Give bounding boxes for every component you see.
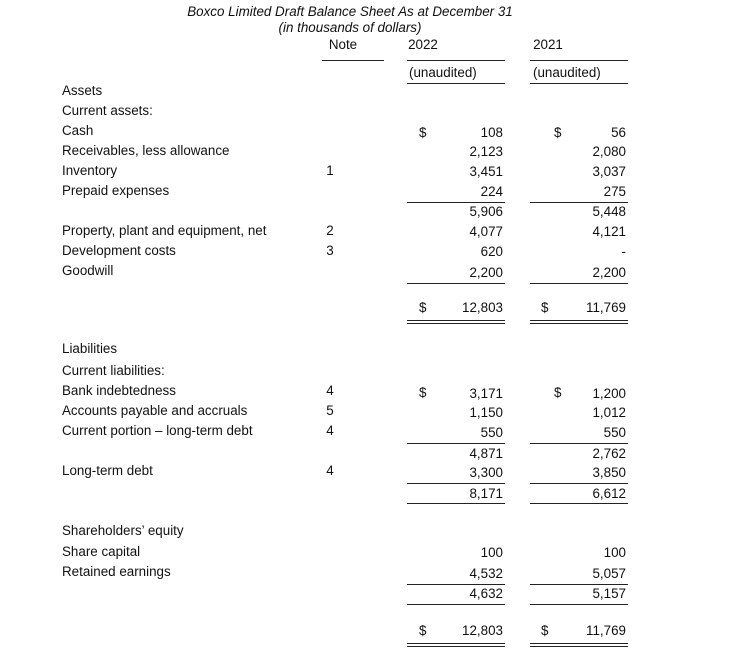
currency-2022: $	[419, 125, 427, 140]
note-number: 5	[326, 403, 334, 418]
value-2022: 3,300	[469, 465, 503, 480]
value-2021: -	[621, 244, 626, 259]
total-rule-2021	[530, 283, 628, 284]
total-equity-2022: 4,632	[469, 586, 503, 601]
year-2022-header: 2022	[408, 37, 438, 52]
value-2021: 2,200	[592, 265, 626, 280]
header-rule-2021	[530, 60, 628, 61]
note-number: 4	[326, 423, 334, 438]
header-rule-2022	[407, 60, 505, 61]
note-number: 2	[326, 223, 334, 238]
current-assets-heading: Current assets:	[62, 103, 153, 118]
row-label-ppe: Property, plant and equipment, net	[62, 223, 267, 238]
equity-heading: Shareholders’ equity	[62, 523, 184, 538]
row-label-accounts-payable: Accounts payable and accruals	[62, 403, 248, 418]
value-2022: 550	[480, 425, 503, 440]
double-rule-2021-a	[530, 320, 628, 321]
total-rule-2022	[407, 483, 505, 484]
double-rule-2022-a	[407, 320, 505, 321]
currency-2021: $	[554, 125, 562, 140]
row-label-cash: Cash	[62, 123, 94, 138]
total-underline-2022	[407, 503, 505, 504]
value-2022: 100	[480, 545, 503, 560]
unaudited-2022: (unaudited)	[409, 65, 477, 80]
subtotal-rule-2022	[407, 443, 505, 444]
row-label-prepaid: Prepaid expenses	[62, 183, 170, 198]
note-number: 4	[326, 383, 334, 398]
current-assets-total-2021: 5,448	[592, 204, 626, 219]
double-rule-2022-b	[407, 323, 505, 324]
currency-2022: $	[419, 385, 427, 400]
value-2021: 3,850	[592, 465, 626, 480]
row-label-share-capital: Share capital	[62, 544, 141, 559]
double-rule-2021-b	[530, 646, 628, 647]
value-2022: 4,532	[469, 566, 503, 581]
row-label-receivables: Receivables, less allowance	[62, 143, 230, 158]
row-label-development-costs: Development costs	[62, 243, 176, 258]
value-2021: 5,057	[592, 566, 626, 581]
value-2022: 3,171	[469, 386, 503, 401]
header-rule-note	[322, 60, 384, 61]
double-rule-2022-a	[407, 643, 505, 644]
header-rule2-2021	[530, 83, 628, 84]
total-rule-2022	[407, 283, 505, 284]
current-liabilities-total-2021: 2,762	[592, 446, 626, 461]
value-2022: 2,123	[469, 144, 503, 159]
total-assets-2022: 12,803	[462, 300, 503, 315]
double-rule-2021-b	[530, 323, 628, 324]
total-assets-currency-2021: $	[541, 300, 549, 315]
value-2021: 550	[603, 425, 626, 440]
row-label-current-portion-ltd: Current portion – long-term debt	[62, 423, 253, 438]
current-liabilities-heading: Current liabilities:	[62, 363, 165, 378]
total-rule-2021	[530, 483, 628, 484]
grand-total-currency-2022: $	[419, 623, 427, 638]
row-label-goodwill: Goodwill	[62, 263, 114, 278]
page-title: Boxco Limited Draft Balance Sheet As at December 31	[187, 4, 513, 19]
grand-total-2021: 11,769	[586, 623, 626, 638]
total-equity-2021: 5,157	[592, 586, 626, 601]
row-label-bank-indebtedness: Bank indebtedness	[62, 383, 176, 398]
value-2022: 2,200	[469, 265, 503, 280]
value-2021: 4,121	[592, 224, 626, 239]
double-rule-2021-a	[530, 643, 628, 644]
value-2021: 1,012	[592, 405, 626, 420]
value-2022: 620	[480, 244, 503, 259]
subtotal-rule-2022	[407, 584, 505, 585]
total-underline-2021	[530, 503, 628, 504]
note-number: 3	[326, 243, 334, 258]
assets-heading: Assets	[62, 83, 103, 98]
current-assets-total-2022: 5,906	[469, 204, 503, 219]
note-column-header: Note	[328, 37, 358, 52]
value-2021: 56	[611, 125, 626, 140]
row-label-long-term-debt: Long-term debt	[62, 463, 153, 478]
subtotal-rule-2021	[530, 202, 628, 203]
liabilities-heading: Liabilities	[62, 341, 118, 356]
page-subtitle: (in thousands of dollars)	[278, 20, 422, 35]
value-2022: 108	[480, 125, 503, 140]
subtotal-rule-2021	[530, 443, 628, 444]
total-assets-currency-2022: $	[419, 300, 427, 315]
double-rule-2022-b	[407, 646, 505, 647]
current-liabilities-total-2022: 4,871	[469, 446, 503, 461]
value-2021: 3,037	[592, 164, 626, 179]
row-label-inventory: Inventory	[62, 163, 118, 178]
value-2022: 1,150	[469, 405, 503, 420]
row-label-retained-earnings: Retained earnings	[62, 564, 171, 579]
total-underline-2022	[407, 604, 505, 605]
subtotal-rule-2021	[530, 584, 628, 585]
value-2021: 275	[603, 184, 626, 199]
year-2021-header: 2021	[533, 37, 563, 52]
value-2021: 100	[603, 545, 626, 560]
total-liabilities-2021: 6,612	[592, 486, 626, 501]
value-2022: 224	[480, 184, 503, 199]
value-2021: 1,200	[592, 386, 626, 401]
grand-total-currency-2021: $	[541, 623, 549, 638]
total-underline-2021	[530, 604, 628, 605]
total-liabilities-2022: 8,171	[469, 486, 503, 501]
value-2022: 4,077	[469, 224, 503, 239]
value-2022: 3,451	[469, 164, 503, 179]
header-rule2-2022	[407, 83, 505, 84]
note-number: 4	[326, 463, 334, 478]
grand-total-2022: 12,803	[462, 623, 503, 638]
value-2021: 2,080	[592, 144, 626, 159]
note-number: 1	[326, 163, 334, 178]
unaudited-2021: (unaudited)	[533, 65, 601, 80]
total-assets-2021: 11,769	[586, 300, 626, 315]
currency-2021: $	[554, 385, 562, 400]
subtotal-rule-2022	[407, 202, 505, 203]
